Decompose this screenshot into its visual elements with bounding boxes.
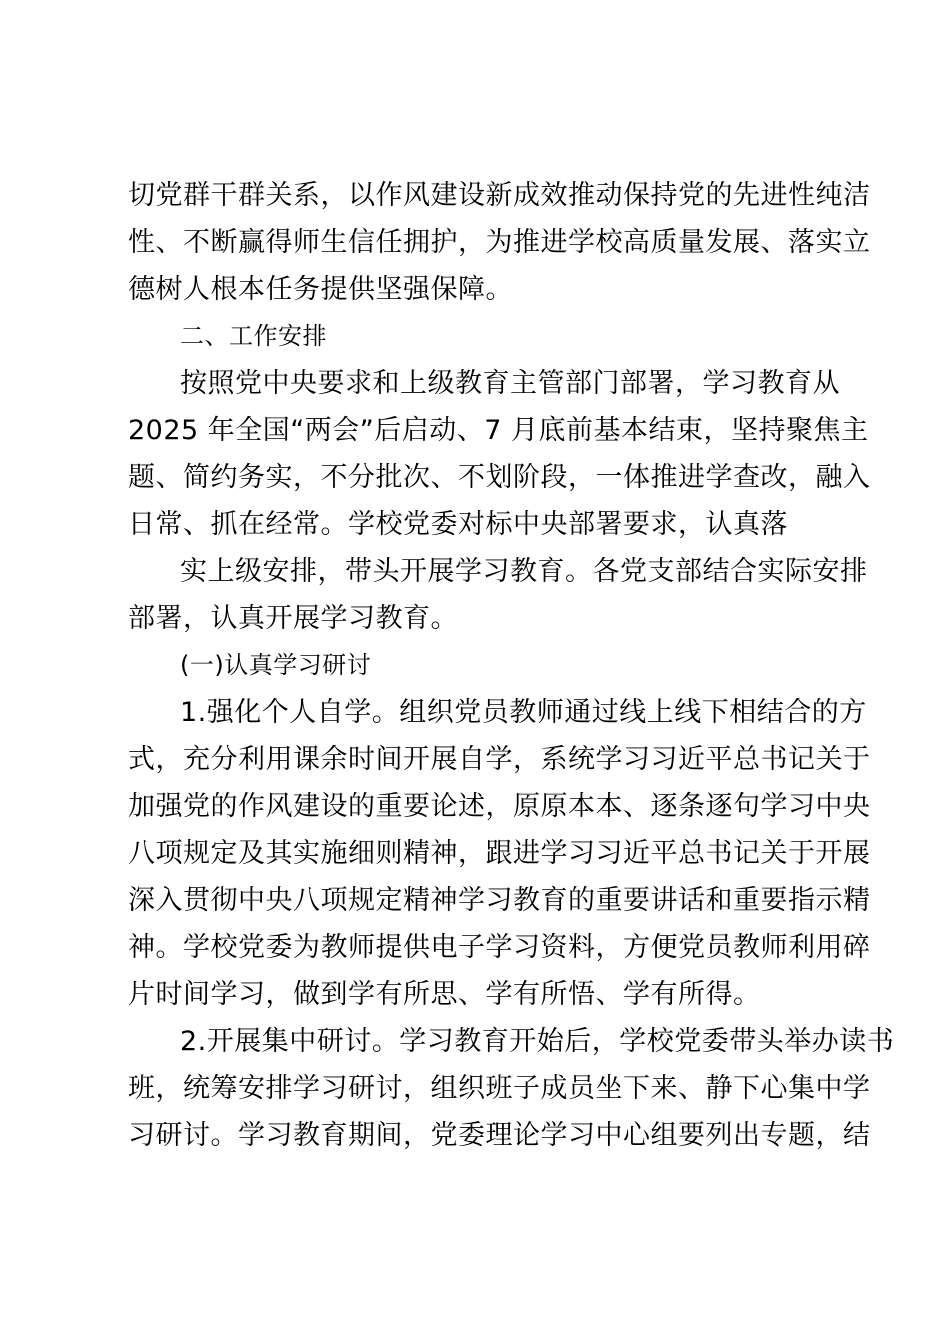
body-line: 切党群干群关系，以作风建设新成效推动保持党的先进性纯洁 bbox=[128, 180, 871, 211]
body-line: 1.强化个人自学。组织党员教师通过线上线下相结合的方 bbox=[180, 697, 867, 728]
document-body bbox=[128, 172, 895, 1159]
body-line: 日常、抓在经常。学校党委对标中央部署要求，认真落 bbox=[128, 509, 788, 540]
body-line: 部署，认真开展学习教育。 bbox=[128, 603, 458, 634]
body-line: 2.开展集中研讨。学习教育开始后，学校党委带头举办读书 bbox=[180, 1026, 895, 1057]
section-heading-work-arrangement: 二、工作安排 bbox=[180, 322, 327, 350]
body-line: 式，充分利用课余时间开展自学，系统学习习近平总书记关于 bbox=[128, 744, 871, 775]
body-line: 德树人根本任务提供坚强保障。 bbox=[128, 274, 513, 305]
body-line: 深入贯彻中央八项规定精神学习教育的重要讲话和重要指示精 bbox=[128, 885, 871, 916]
body-line: 2025 年全国“两会”后启动、7 月底前基本结束，坚持聚焦主 bbox=[128, 415, 869, 446]
body-line: 按照党中央要求和上级教育主管部门部署，学习教育从 bbox=[180, 368, 840, 399]
body-line: 习研讨。学习教育期间，党委理论学习中心组要列出专题，结 bbox=[128, 1120, 871, 1151]
body-line: 加强党的作风建设的重要论述，原原本本、逐条逐句学习中央 bbox=[128, 791, 871, 822]
body-line: 八项规定及其实施细则精神，跟进学习习近平总书记关于开展 bbox=[128, 838, 871, 869]
subsection-heading-study: (一)认真学习研讨 bbox=[180, 651, 372, 679]
body-line: 神。学校党委为教师提供电子学习资料，方便党员教师利用碎 bbox=[128, 932, 871, 963]
body-line: 性、不断赢得师生信任拥护，为推进学校高质量发展、落实立 bbox=[128, 227, 871, 258]
body-line: 班，统筹安排学习研讨，组织班子成员坐下来、静下心集中学 bbox=[128, 1073, 871, 1104]
body-line: 题、简约务实，不分批次、不划阶段，一体推进学查改，融入 bbox=[128, 462, 871, 493]
body-line: 片时间学习，做到学有所思、学有所悟、学有所得。 bbox=[128, 979, 761, 1010]
body-line: 实上级安排，带头开展学习教育。各党支部结合实际安排 bbox=[180, 556, 868, 587]
